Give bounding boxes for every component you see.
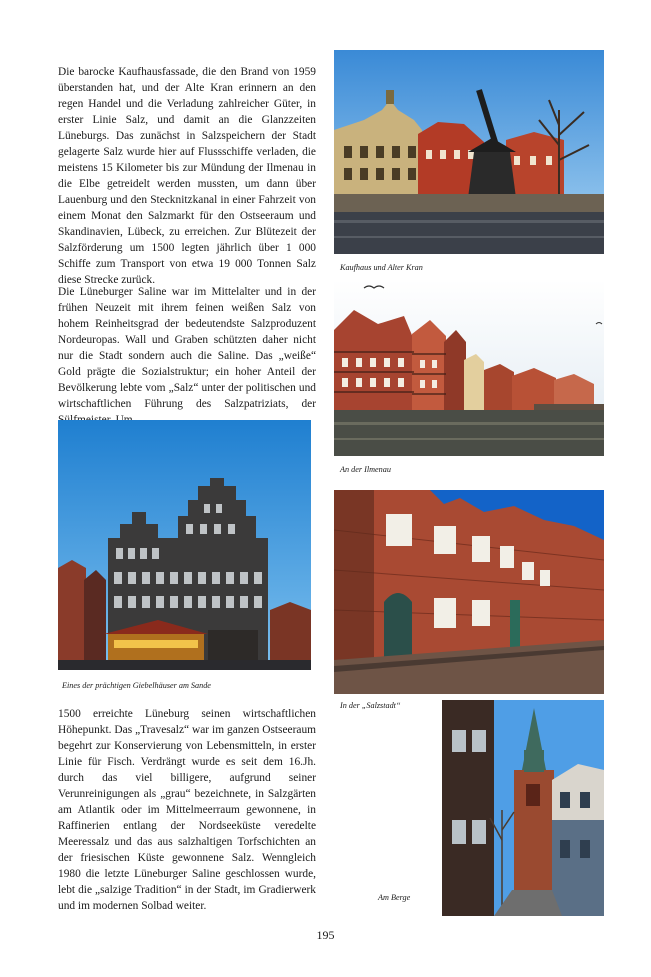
paragraph-1: Die barocke Kaufhausfassade, die den Brand von 1959 überstanden hat, und der Alte Kran erinnern an den regen Handel und die Verladung zahlreicher Güter, in erster Linie Salz, und damit an die Glanzzeiten Lüneburgs. Das zunächst in Salzspeichern der Stadt gelagerte Salz wurde hier auf Flussschiffe verladen, die meistens 15 Kilometer bis zur Mündung der Ilmenau in die Elbe getreidelt werden mussten, um dann über Lauenburg und den Stecknitzkanal in einer Fahrzeit von einem Monat den Salzmarkt für den Ostseeraum und Skandinavien, Lübeck, zu erreichen. Zur Blütezeit der Salzförderung um 1500 legten jährlich über 1 000 Schiffe zum Transport von etwa 19 000 Tonnen Salz diese Strecke zurück.	[58, 66, 316, 286]
photo-in-der-salzstadt	[334, 490, 604, 694]
photo-am-berge	[442, 700, 604, 916]
caption-giebelhaeuser: Eines der prächtigen Giebelhäuser am Sande	[62, 681, 211, 690]
paragraph-2: Die Lüneburger Saline war im Mittelalter und in der frühen Neuzeit mit ihrem feinen weißen Salz von hohem Reinheitsgrad der bedeutendste Salzproduzent Nordeuropas. Wall und Graben schützten daher nicht nur die Stadt sondern auch die Saline. Das „weiße“ Gold prägte die Sozialstruktur; ein hoher Anteil der Bevölkerung lebte vom „Salz“ unter der politischen und wirtschaftlichen Führung des Salzpatriziats, der	[58, 286, 316, 410]
paragraph-3: 1500 erreichte Lüneburg seinen wirtschaftlichen Höhepunkt. Das „Travesalz“ war im ganzen Ostseeraum begehrt zur Konservierung von Lebensmitteln, in erster Linie für Fisch. Verdrängt wurde es seit dem 16.Jh. durch das viel billigere, aufgrund seiner Verunreinigungen als „grau“ bezeichnete, in Salzgärten am Atlantik oder im Mittelmeerraum gewonnene, in Raffinerien entlang der Nordseeküste veredelte Meeressalz und das aus salzhaltigen Torfschichten an der friesischen Küste gewonnene Salz. Wenngleich 1980 die letzte Lüneburger Saline geschlossen wurde, lebt die „salzige Tradition“ in der Stadt, im Gradierwerk und im modernen Solbad weiter.	[58, 708, 316, 912]
photo-kaufhaus-alter-kran	[334, 50, 604, 254]
caption-salzstadt: In der „Salzstadt“	[340, 701, 401, 710]
page-number: 195	[316, 928, 335, 942]
photo-giebelhaus-am-sande	[58, 420, 311, 670]
caption-ilmenau: An der Ilmenau	[340, 465, 391, 474]
photo-an-der-ilmenau	[334, 280, 604, 456]
caption-kaufhaus: Kaufhaus und Alter Kran	[340, 263, 423, 272]
caption-am-berge: Am Berge	[378, 893, 411, 902]
